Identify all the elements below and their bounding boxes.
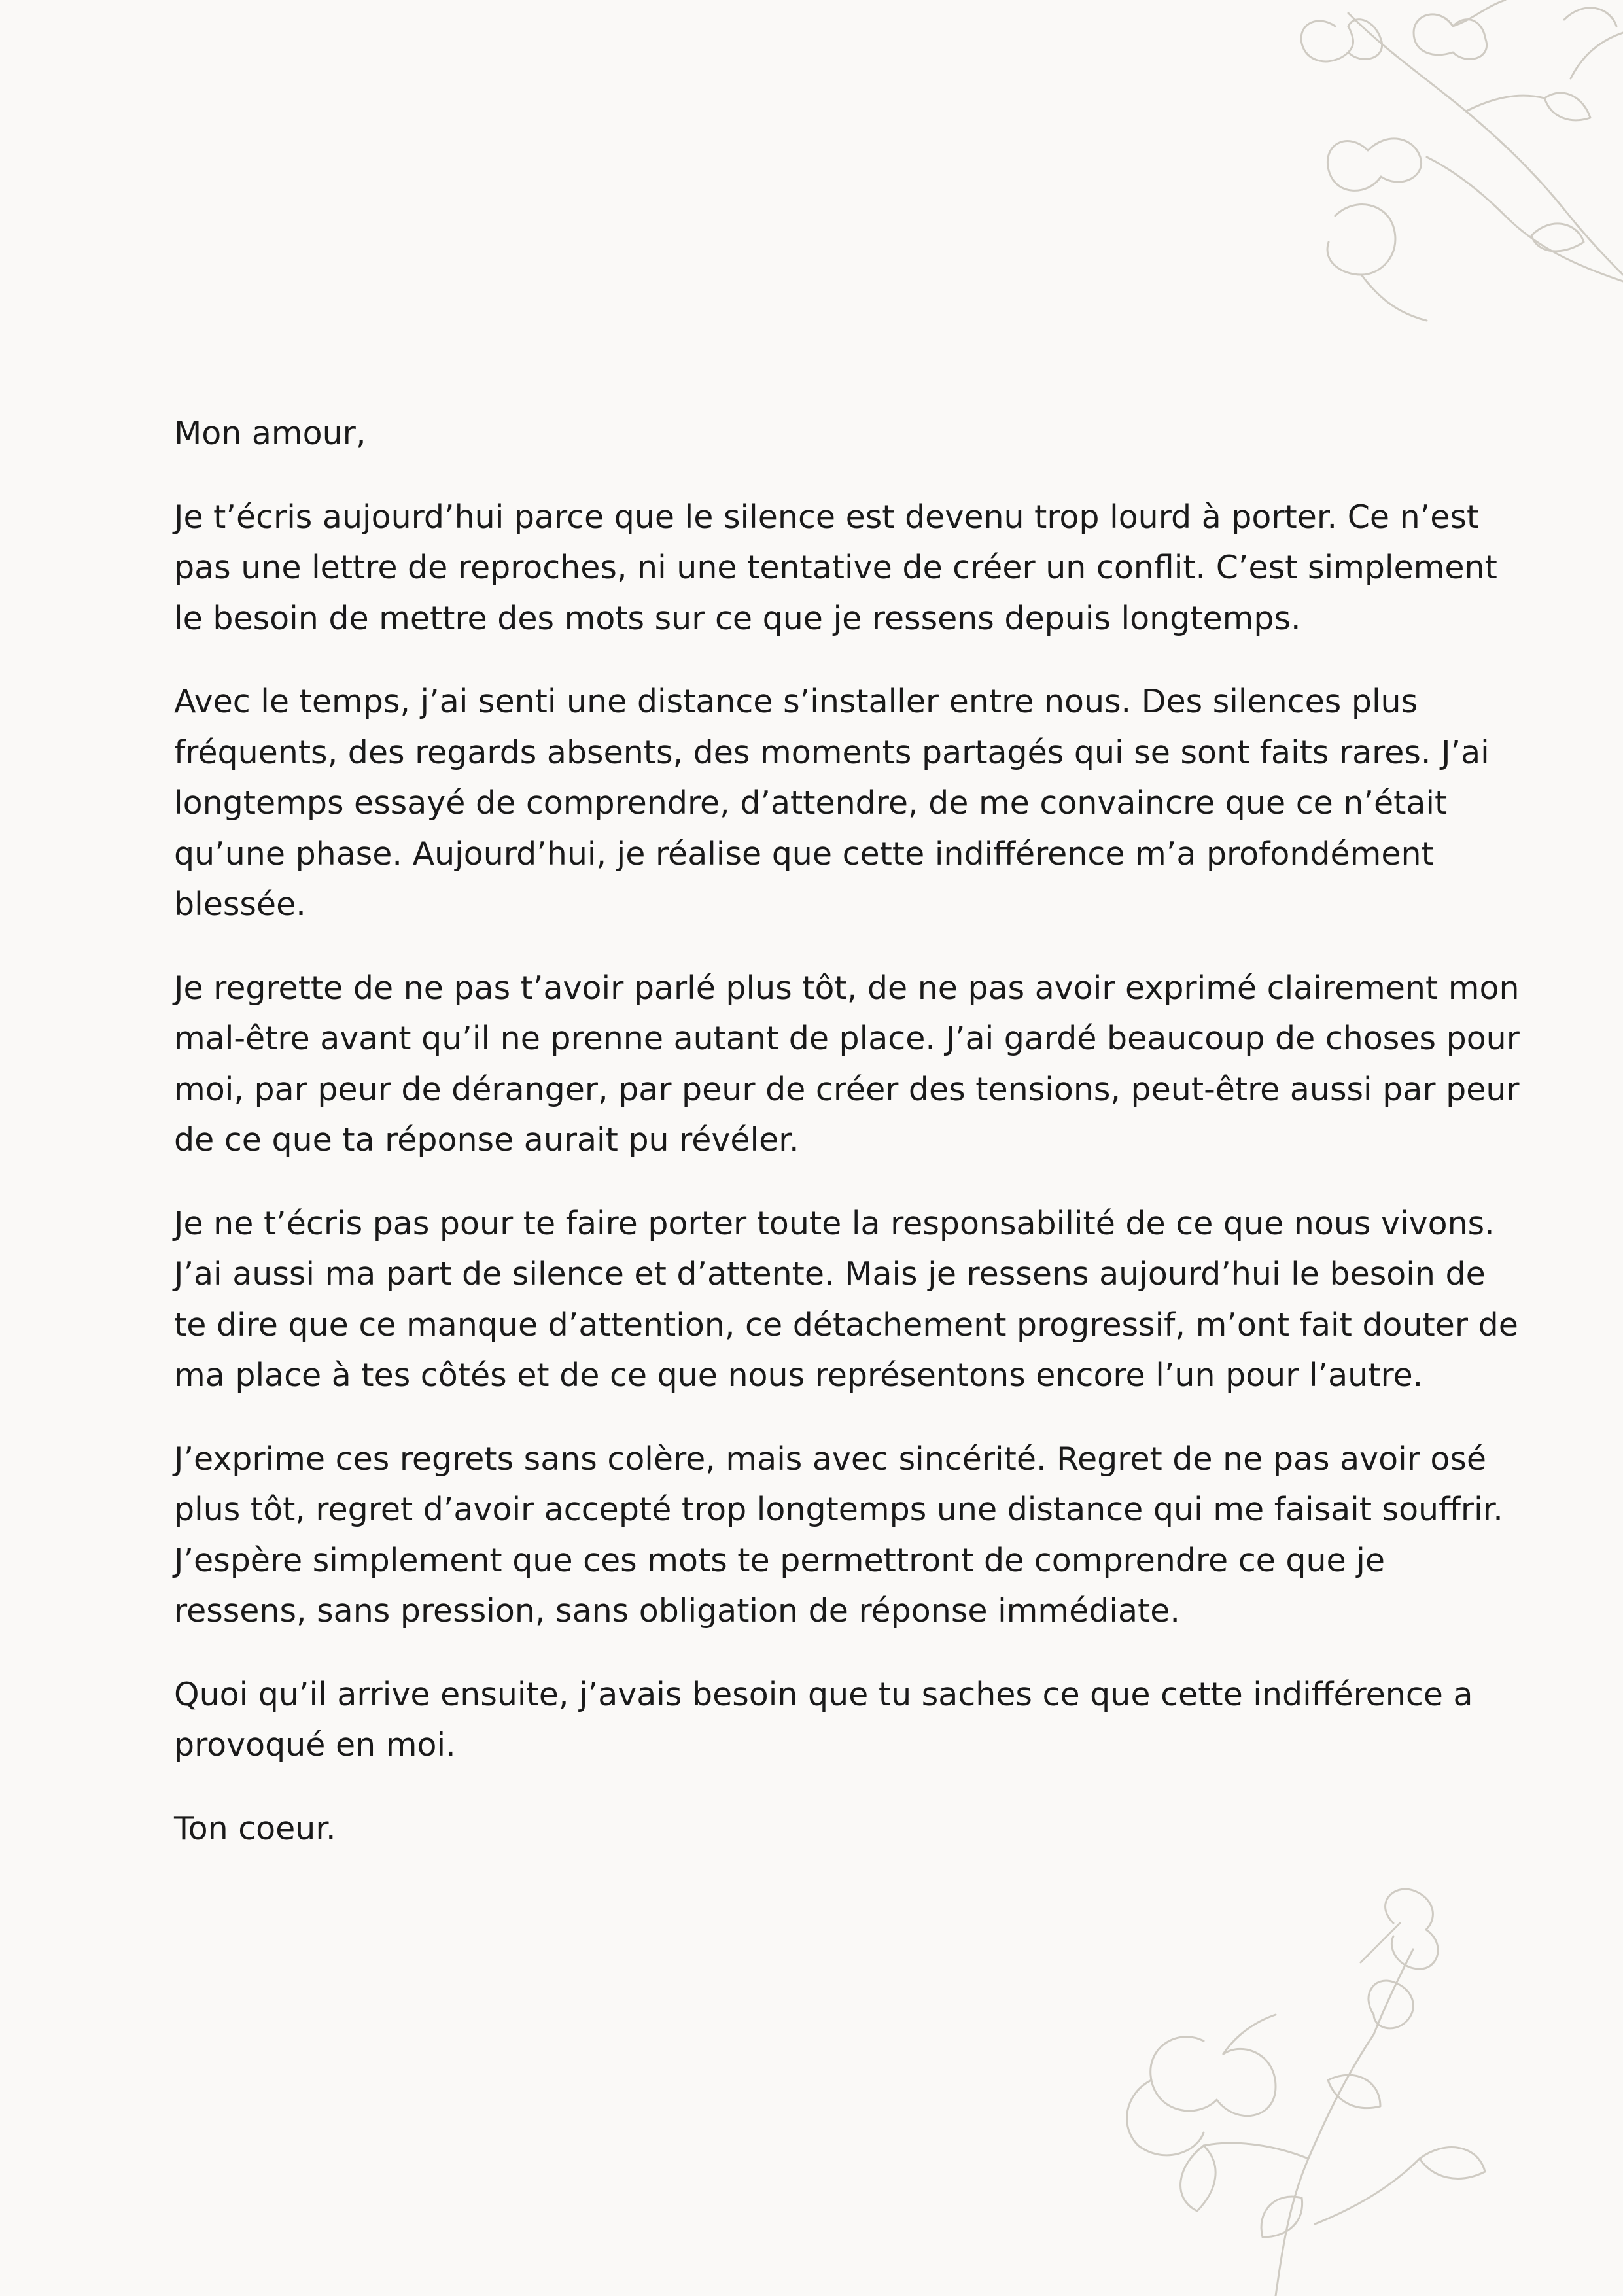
letter-body <box>174 408 1522 1887</box>
letter-greeting: Mon amour, <box>174 415 366 452</box>
letter-paragraph-3: Je regrette de ne pas t’avoir parlé plus tôt, de ne pas avoir exprimé clairement mon mal-être avant qu’il ne prenne autant de place. J’ai gardé beaucoup de choses pour moi, par peur de déranger, par peur de créer des tensions, peut-être aussi par peur de ce que ta réponse aurait pu révéler. <box>174 969 1520 1158</box>
floral-top-right-icon <box>1257 0 1623 340</box>
letter-signature: Ton coeur. <box>174 1809 336 1847</box>
floral-bottom-right-icon <box>1112 1884 1531 2296</box>
letter-paragraph-6: Quoi qu’il arrive ensuite, j’avais besoin que tu saches ce que cette indifférence a provoqué en moi. <box>174 1675 1473 1764</box>
letter-paragraph-2: Avec le temps, j’ai senti une distance s’installer entre nous. Des silences plus fréquents, des regards absents, des moments partagés qui se sont faits rares. J’ai longtemps essayé de comprendre, d’attendre, de me convaincre que ce n’était qu’une phase. Aujourd’hui, je réalise que cette indifférence m’a profondément blessée. <box>174 683 1490 923</box>
letter-paragraph-5: J’exprime ces regrets sans colère, mais avec sincérité. Regret de ne pas avoir osé plus tôt, regret d’avoir accepté trop longtemps une distance qui me faisait souffrir. J’espère simplement que ces mots te permettront de comprendre ce que je ressens, sans pression, sans obligation de réponse immédiate. <box>174 1440 1503 1629</box>
letter-paragraph-1: Je t’écris aujourd’hui parce que le silence est devenu trop lourd à porter. Ce n’est pas une lettre de reproches, ni une tentative de créer un conflit. C’est simplement le besoin de mettre des mots sur ce que je ressens depuis longtemps. <box>174 498 1497 637</box>
letter-paragraph-4: Je ne t’écris pas pour te faire porter toute la responsabilité de ce que nous vivons. J’ai aussi ma part de silence et d’attente. Mais je ressens aujourd’hui le besoin de te dire que ce manque d’attention, ce détachement progressif, m’ont fait douter de ma place à tes côtés et de ce que nous représentons encore l’un pour l’autre. <box>174 1204 1518 1394</box>
